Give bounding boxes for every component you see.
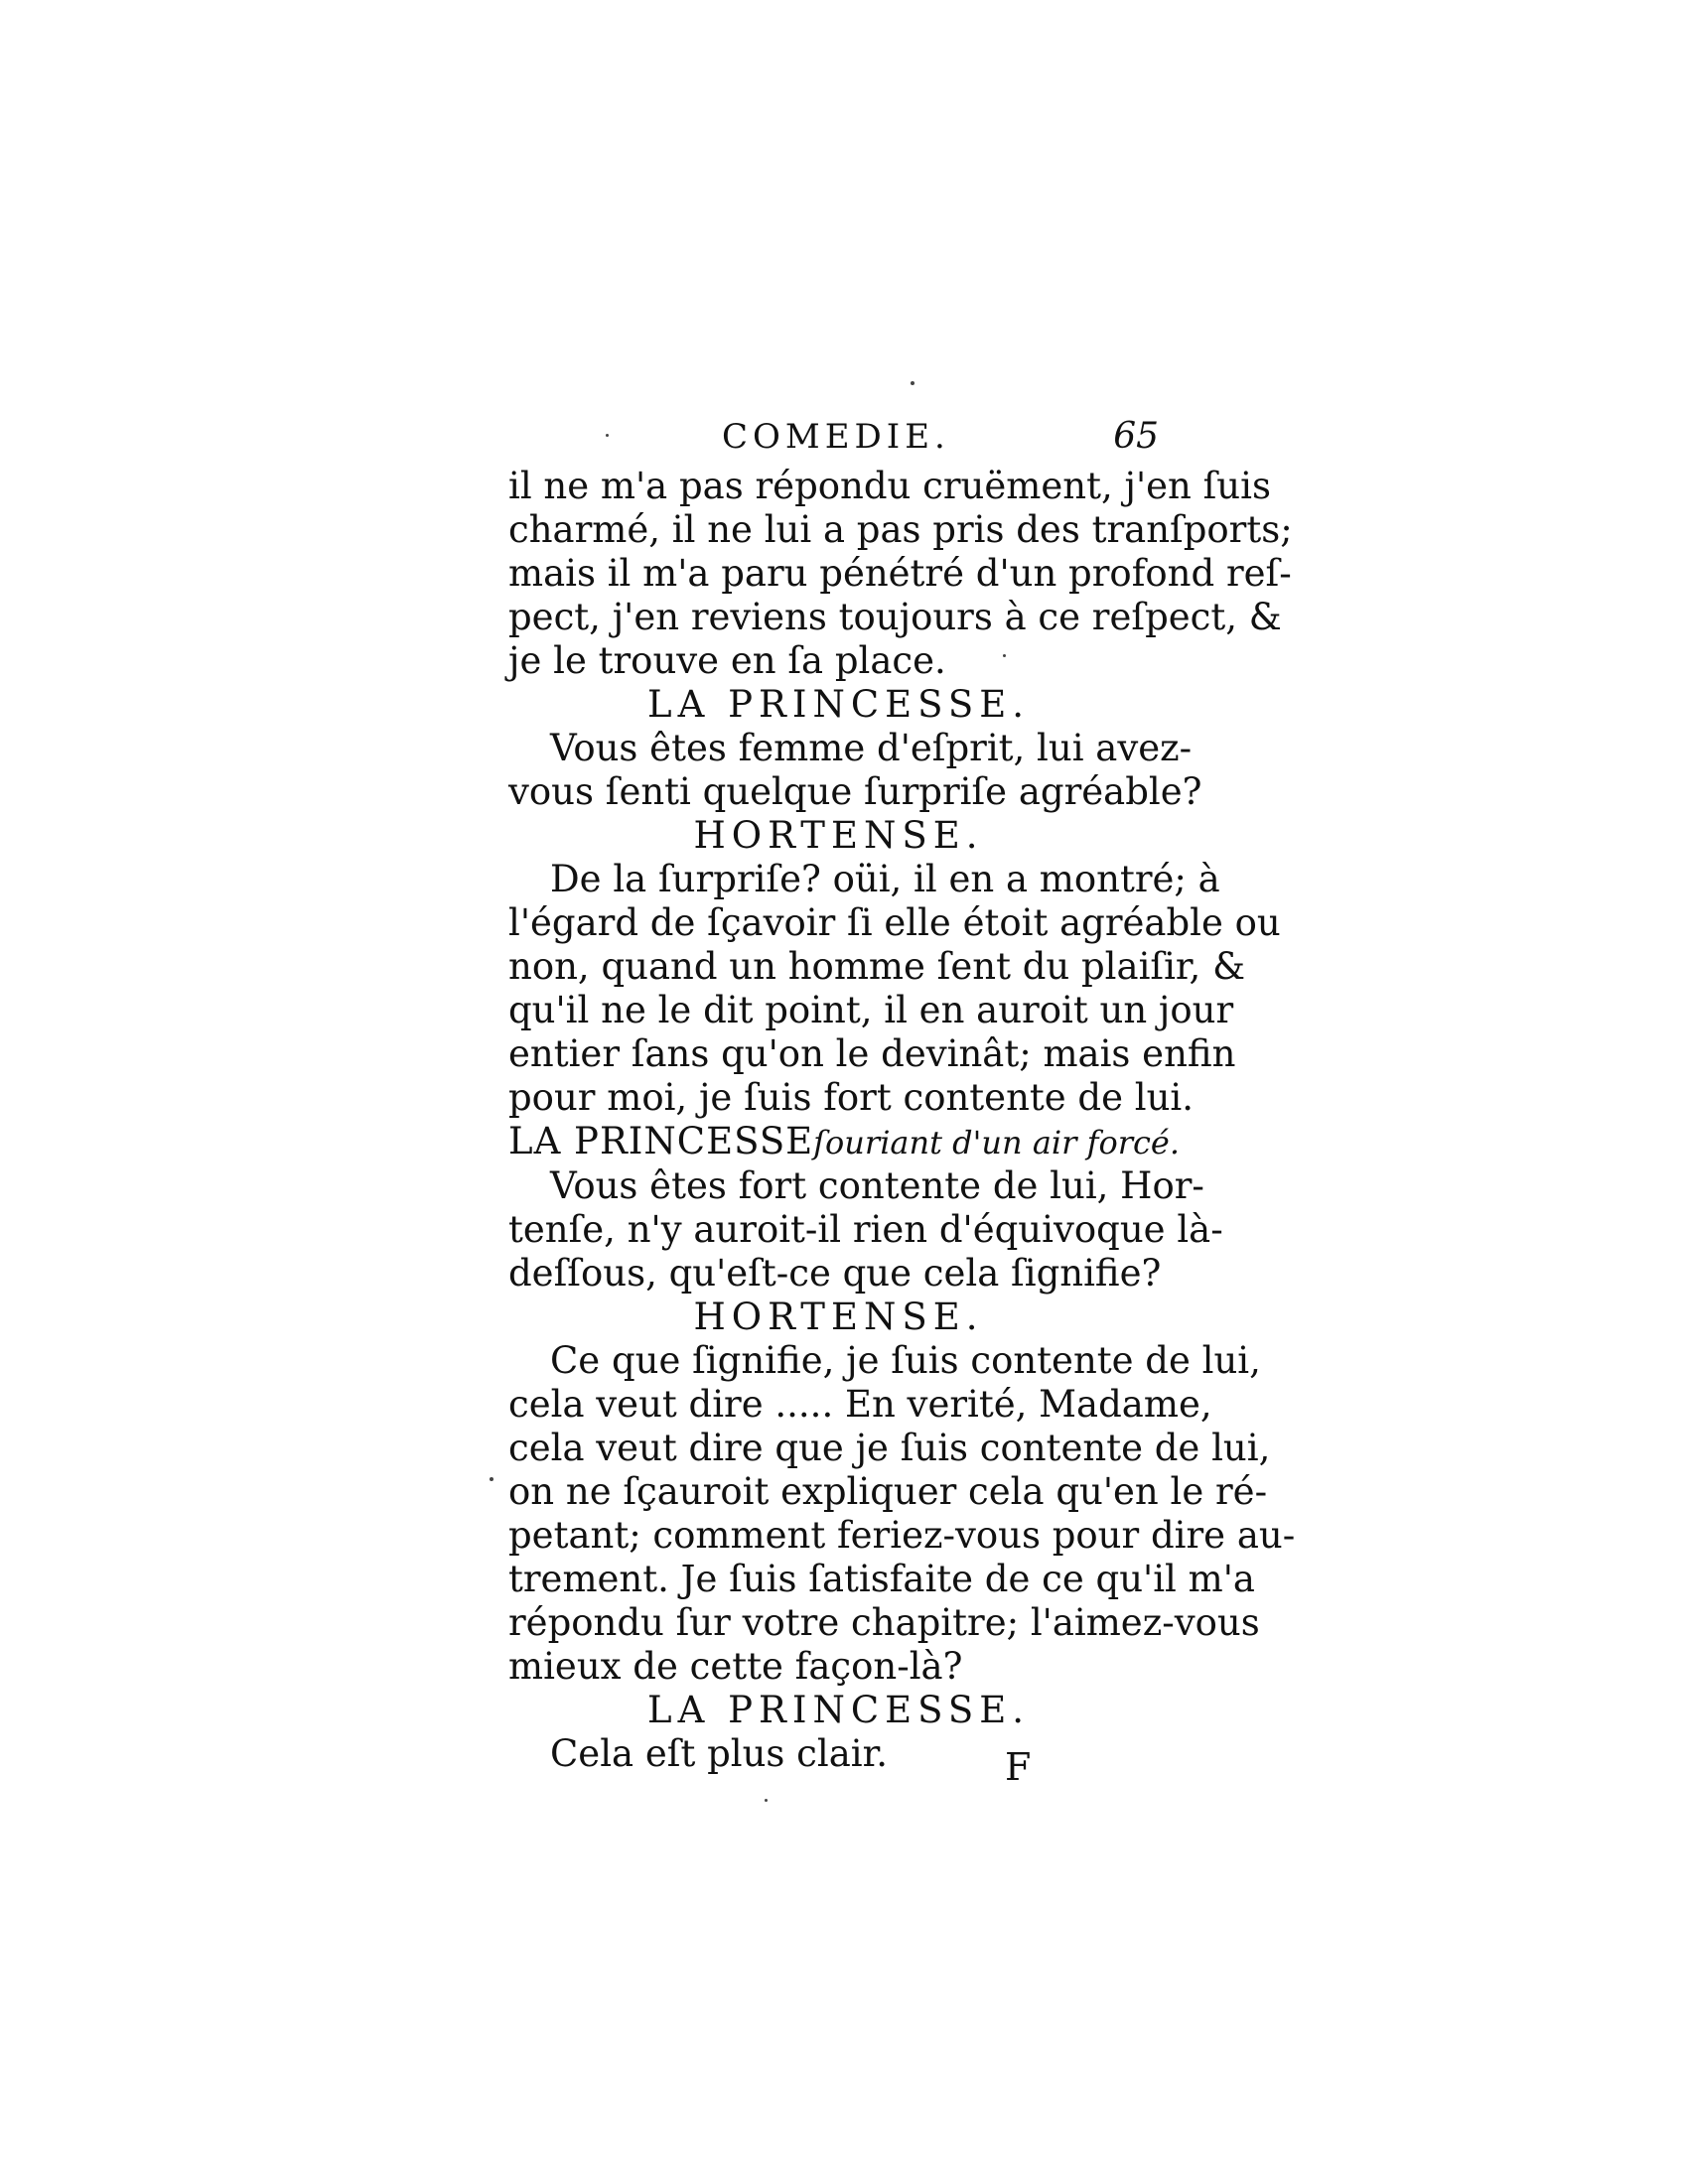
speech-line: pour moi, je ſuis fort contente de lui.	[508, 1076, 1195, 1119]
speech-line: deſſous, qu'eſt-ce que cela ſignifie?	[508, 1252, 1162, 1295]
stage-direction: ſouriant d'un air forcé.	[813, 1124, 1181, 1161]
speaker-name: LA PRINCESSE.	[647, 1689, 1030, 1731]
speech-line: non, quand un homme ſent du plaiſir, &	[508, 945, 1246, 988]
speech-line: tenſe, n'y auroit-il rien d'équivoque là-	[508, 1208, 1223, 1251]
speech-line: entier ſans qu'on le devinât; mais enfin	[508, 1032, 1236, 1075]
ink-speck	[911, 381, 914, 385]
speech-line: De la ſurpriſe? oüi, il en a montré; à	[550, 858, 1220, 900]
speech-line: vous ſenti quelque ſurpriſe agréable?	[508, 770, 1202, 813]
speech-line: Cela eſt plus clair.	[550, 1732, 889, 1775]
running-head-title: COMEDIE.	[722, 417, 950, 457]
speaker-name: HORTENSE.	[693, 814, 984, 857]
signature-mark: F	[1005, 1745, 1034, 1789]
speaker-with-direction	[508, 1120, 1181, 1164]
text-line: pect, j'en reviens toujours à ce reſpect, &	[508, 596, 1282, 638]
speaker-name: LA PRINCESSE	[508, 1120, 814, 1162]
speech-line: mieux de cette façon-là?	[508, 1645, 963, 1688]
ink-speck	[765, 1799, 768, 1802]
speech-line: petant; comment feriez-vous pour dire au-	[508, 1514, 1296, 1557]
text-line: charmé, il ne lui a pas pris des tranſports;	[508, 508, 1293, 551]
text-line: je le trouve en ſa place.	[508, 639, 946, 682]
speech-line: qu'il ne le dit point, il en auroit un jour	[508, 989, 1234, 1031]
speech-line: cela veut dire ..... En verité, Madame,	[508, 1383, 1212, 1426]
speech-line: répondu ſur votre chapitre; l'aimez-vous	[508, 1601, 1260, 1644]
ink-speck	[490, 1477, 493, 1481]
text-line: mais il m'a paru pénétré d'un profond reſ-	[508, 552, 1292, 595]
speech-line: on ne ſçauroit expliquer cela qu'en le ré-	[508, 1470, 1268, 1513]
speech-line: cela veut dire que je ſuis contente de lui,	[508, 1427, 1271, 1469]
speaker-name: HORTENSE.	[693, 1296, 984, 1338]
speech-line: Ce que ſignifie, je ſuis contente de lui,	[550, 1339, 1261, 1382]
running-head	[508, 415, 1169, 465]
book-page-text	[508, 415, 1296, 1776]
text-line: il ne m'a pas répondu cruëment, j'en ſuis	[508, 465, 1271, 507]
speech-line: Vous êtes fort contente de lui, Hor-	[550, 1164, 1204, 1207]
speaker-name: LA PRINCESSE.	[647, 683, 1030, 726]
speech-line: trement. Je ſuis ſatisfaite de ce qu'il m'a	[508, 1558, 1255, 1600]
speech-line: l'égard de ſçavoir ſi elle étoit agréable ou	[508, 901, 1281, 944]
speech-line: Vous êtes femme d'eſprit, lui avez-	[550, 727, 1193, 769]
page-number: 65	[1113, 416, 1159, 457]
